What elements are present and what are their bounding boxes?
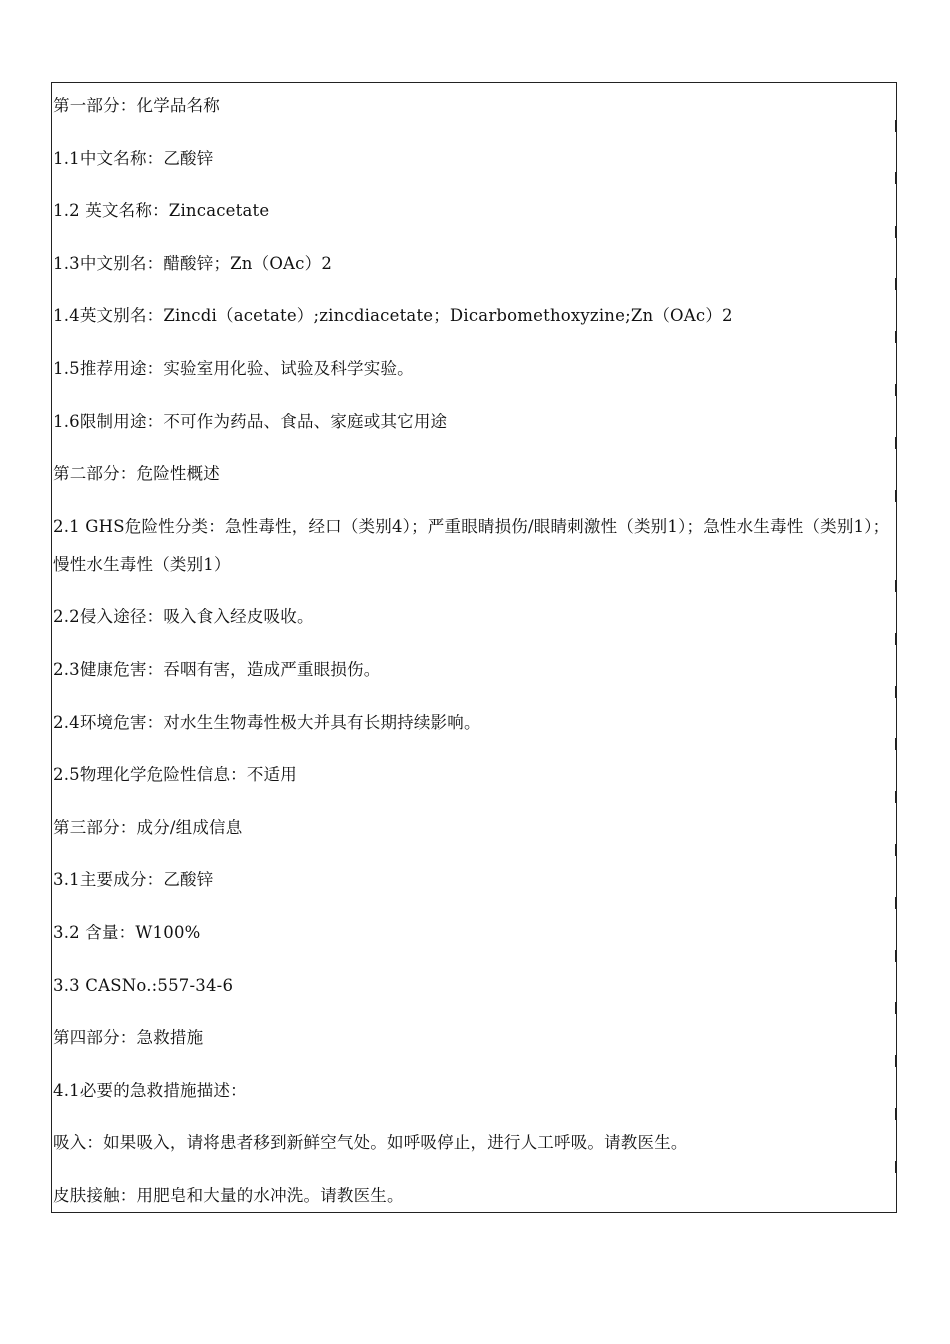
text-line: 1.4英文别名：Zincdi（acetate）;zincdiacetate；Dicarbomethoxyzine;Zn（OAc）2 [53, 306, 733, 326]
margin-mark [895, 384, 897, 396]
text-line: 2.5物理化学危险性信息：不适用 [53, 765, 297, 785]
text-line: 1.6限制用途：不可作为药品、食品、家庭或其它用途 [53, 411, 448, 431]
text-line: 3.2 含量：W100% [53, 922, 201, 942]
margin-mark [895, 1161, 897, 1173]
text-line: 1.5推荐用途：实验室用化验、试验及科学实验。 [53, 358, 414, 378]
text-line: 1.1中文名称：乙酸锌 [53, 148, 214, 168]
section-heading: 第三部分：成分/组成信息 [53, 817, 243, 837]
document-body [53, 93, 891, 1235]
text-line: 1.2 英文名称：Zincacetate [53, 201, 270, 221]
text-line: 皮肤接触：用肥皂和大量的水冲洗。请教医生。 [53, 1185, 404, 1205]
margin-mark [895, 950, 897, 962]
margin-mark [895, 580, 897, 592]
margin-mark [895, 331, 897, 343]
section-heading: 第四部分：急救措施 [53, 1028, 204, 1048]
margin-mark [895, 686, 897, 698]
text-line: 2.3健康危害：吞咽有害，造成严重眼损伤。 [53, 659, 381, 679]
margin-mark [895, 278, 897, 290]
margin-mark [895, 437, 897, 449]
margin-mark [895, 738, 897, 750]
text-line: 2.2侵入途径：吸入食入经皮吸收。 [53, 607, 314, 627]
margin-mark [895, 490, 897, 502]
margin-mark [895, 633, 897, 645]
text-line: 4.1必要的急救措施描述： [53, 1080, 247, 1100]
text-line: 2.1 GHS危险性分类：急性毒性，经口（类别4）；严重眼睛损伤/眼睛刺激性（类别1）；急性水生毒性（类别1）；慢性水生毒性（类别1） [53, 516, 890, 574]
margin-mark [895, 120, 897, 132]
text-line: 2.4环境危害：对水生生物毒性极大并具有长期持续影响。 [53, 712, 481, 732]
margin-mark [895, 791, 897, 803]
margin-mark [895, 226, 897, 238]
margin-mark [895, 172, 897, 184]
margin-mark [895, 1002, 897, 1014]
margin-mark [895, 1108, 897, 1120]
margin-mark [895, 897, 897, 909]
margin-mark [895, 1055, 897, 1067]
section-heading: 第二部分：危险性概述 [53, 464, 220, 484]
margin-mark [895, 844, 897, 856]
text-line: 3.3 CASNo.:557-34-6 [53, 975, 234, 995]
text-line: 3.1主要成分：乙酸锌 [53, 870, 214, 890]
text-line: 1.3中文别名：醋酸锌；Zn（OAc）2 [53, 253, 333, 273]
section-heading: 第一部分：化学品名称 [53, 96, 220, 115]
text-line: 吸入：如果吸入，请将患者移到新鲜空气处。如呼吸停止，进行人工呼吸。请教医生。 [53, 1133, 688, 1153]
